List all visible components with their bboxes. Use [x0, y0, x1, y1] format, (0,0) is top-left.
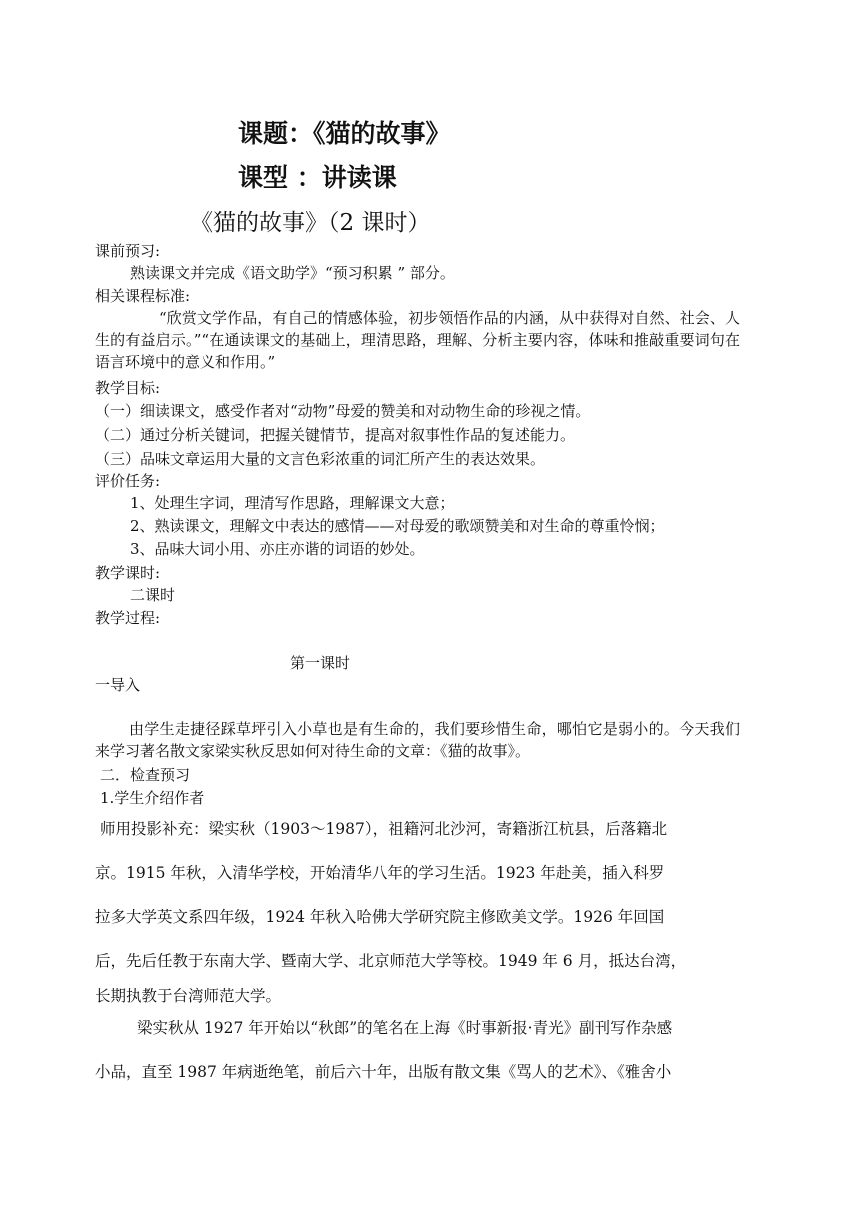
goal-item: （三）品味文章运用大量的文言色彩浓重的词汇所产生的表达效果。 [95, 450, 546, 468]
standards-heading: 相关课程标准: [95, 287, 191, 305]
career-line: 小品，直至 1987 年病逝绝笔，前后六十年，出版有散文集《骂人的艺术》、《雅舍小 [95, 1063, 672, 1081]
lesson-type: 课型 ：讲读课 [238, 163, 397, 192]
goal-item: （一）细读课文，感受作者对“动物”母爱的赞美和对动物生命的珍视之情。 [95, 402, 591, 420]
author-line: 拉多大学英文系四年级，1924 年秋入哈佛大学研究院主修欧美文学。1926 年回国 [95, 908, 665, 926]
author-line: 长期执教于台湾师范大学。 [95, 987, 282, 1005]
periods-heading: 教学课时: [95, 564, 161, 582]
author-heading: 1.学生介绍作者 [100, 789, 205, 807]
career-line: 梁实秋从 1927 年开始以“秋郎”的笔名在上海《时事新报·青光》副刊写作杂感 [137, 1019, 673, 1037]
task-item: 3、品味大词小用、亦庄亦谐的词语的妙处。 [130, 540, 425, 558]
preview-heading: 课前预习: [95, 242, 161, 260]
process-heading: 教学过程: [95, 609, 161, 627]
goal-item: （二）通过分析关键词，把握关键情节，提高对叙事性作品的复述能力。 [95, 426, 576, 444]
lesson-subtitle: 《猫的故事》（2 课时） [190, 210, 431, 236]
lesson-title: 课题：《猫的故事》 [238, 119, 451, 148]
goals-heading: 教学目标: [95, 379, 161, 397]
tasks-heading: 评价任务: [95, 472, 161, 490]
task-item: 1、处理生字词，理清写作思路，理解课文大意； [130, 494, 455, 512]
intro-text: 由学生走捷径踩草坪引入小草也是有生命的，我们要珍惜生命，哪怕它是弱小的。今天我们来学习著名散文家梁实秋反思如何对待生命的文章：《猫的故事》。 [95, 720, 740, 760]
periods-value: 二课时 [130, 586, 176, 604]
standards-text: “欣赏文学作品，有自己的情感体验，初步领悟作品的内涵，从中获得对自然、社会、人生的有益启示。”“在通读课文的基础上，理清思路，理解、分析主要内容，体味和推敲重要词句在语言环境中的意义和作用。” [95, 309, 740, 371]
first-period-heading: 第一课时 [290, 654, 351, 672]
author-line: 京。1915 年秋，入清华学校，开始清华八年的学习生活。1923 年赴美，插入科罗 [95, 864, 665, 882]
task-item: 2、熟读课文，理解文中表达的感情——对母爱的歌颂赞美和对生命的尊重怜悯； [130, 517, 665, 535]
intro-heading: 一导入 [95, 676, 141, 694]
check-heading: 二．检查预习 [100, 766, 191, 784]
preview-text: 熟读课文并完成《语文助学》“预习积累 ” 部分。 [130, 264, 455, 282]
author-line: 师用投影补充：梁实秋（1903～1987），祖籍河北沙河，寄籍浙江杭县，后落籍北 [100, 820, 668, 838]
author-line: 后，先后任教于东南大学、暨南大学、北京师范大学等校。1949 年 6 月，抵达台湾， [95, 952, 687, 970]
